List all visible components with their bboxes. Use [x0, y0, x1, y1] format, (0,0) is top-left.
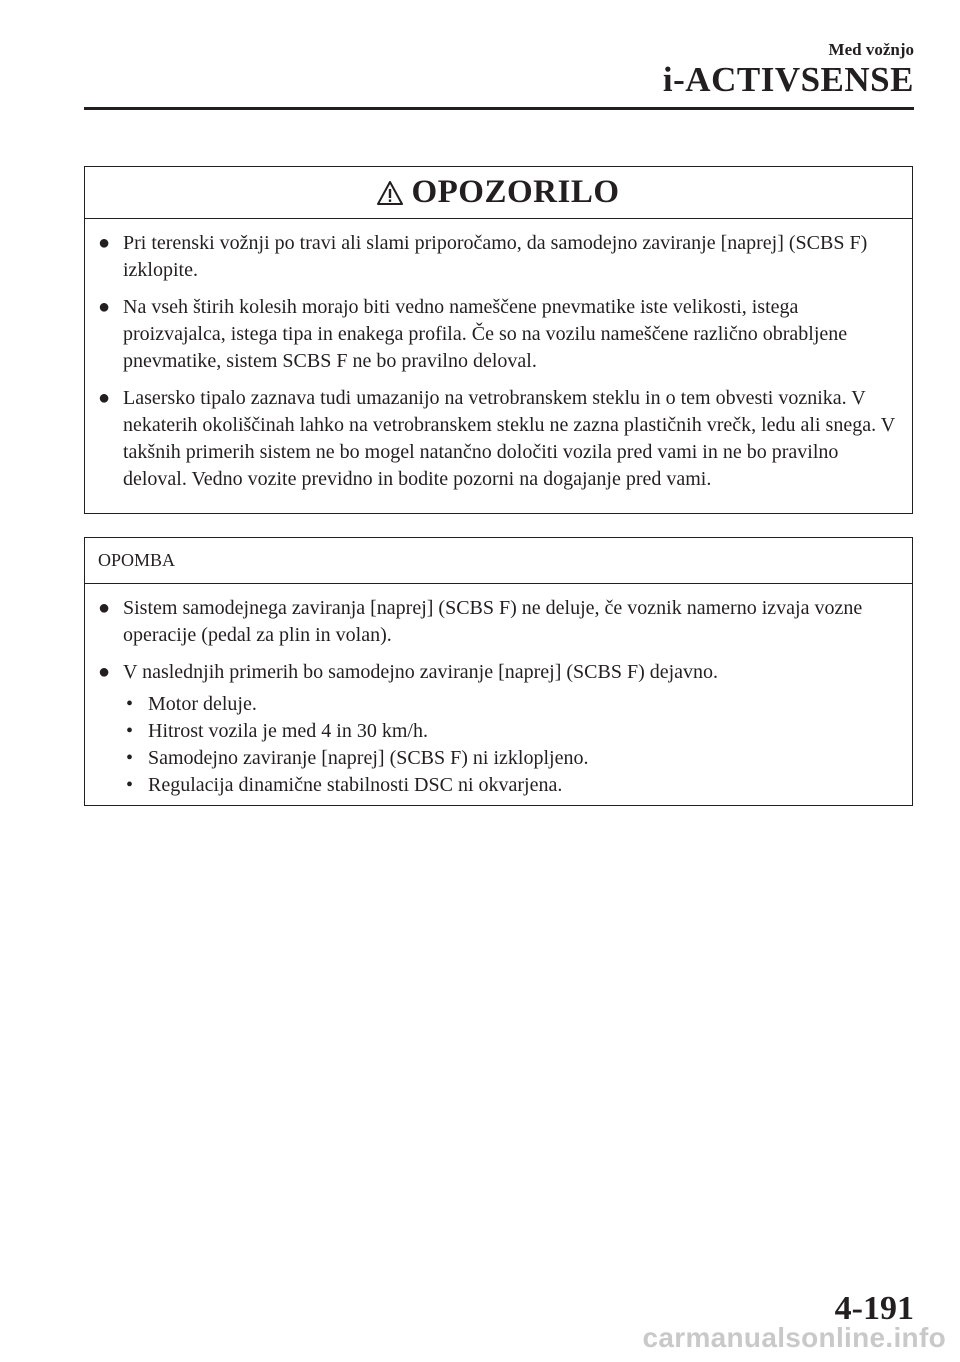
note-item-text: Sistem samodejnega zaviranja [naprej] (SCBS F) ne deluje, če voznik namerno izvaja vozne operacije (pedal za plin in volan).	[123, 597, 863, 646]
small-bullet-icon: •	[126, 693, 134, 715]
header-divider	[84, 107, 914, 110]
warning-triangle-icon	[377, 180, 403, 206]
warning-box	[84, 166, 913, 514]
bullet-icon: ●	[98, 387, 111, 409]
warning-item-text: Lasersko tipalo zaznava tudi umazanijo na vetrobranskem steklu in o tem obvesti voznika. V nekaterih okoliščinah lahko na vetrobranskem steklu ne zazna plastičnih vrečk, ledu ali snega. V takšnih primerih sistem ne bo mogel natančno določiti vozila pred vami in ne bo pravilno deloval. Vedno vozite previdno in bodite pozorni na dogajanje pred vami.	[123, 387, 895, 490]
small-bullet-icon: •	[126, 720, 134, 742]
small-bullet-icon: •	[126, 774, 134, 796]
bullet-icon: ●	[98, 296, 111, 318]
note-sublist	[123, 691, 898, 799]
note-header	[85, 538, 912, 584]
small-bullet-icon: •	[126, 747, 134, 769]
warning-item	[98, 294, 898, 375]
note-subitem	[123, 691, 898, 718]
warning-item-text: Pri terenski vožnji po travi ali slami priporočamo, da samodejno zaviranje [naprej] (SCBS F) izklopite.	[123, 232, 868, 281]
note-subitem-text: Hitrost vozila je med 4 in 30 km/h.	[148, 720, 428, 742]
note-title: OPOMBA	[98, 550, 176, 570]
chapter-title: i-ACTIVSENSE	[662, 60, 914, 99]
note-list	[85, 584, 912, 799]
warning-item	[98, 230, 898, 284]
note-item	[98, 595, 898, 649]
note-item	[98, 659, 898, 799]
warning-list	[85, 219, 912, 493]
note-subitem	[123, 772, 898, 799]
note-subitem	[123, 718, 898, 745]
page-number: 4-191	[834, 1290, 914, 1327]
warning-title: OPOZORILO	[411, 174, 620, 210]
warning-header	[85, 167, 912, 219]
note-box	[84, 537, 913, 806]
watermark: carmanualsonline.info	[642, 1322, 946, 1353]
note-subitem	[123, 745, 898, 772]
warning-item	[98, 385, 898, 493]
bullet-icon: ●	[98, 597, 111, 619]
note-subitem-text: Regulacija dinamične stabilnosti DSC ni okvarjena.	[148, 774, 563, 796]
note-subitem-text: Samodejno zaviranje [naprej] (SCBS F) ni izklopljeno.	[148, 747, 589, 769]
note-subitem-text: Motor deluje.	[148, 693, 257, 715]
bullet-icon: ●	[98, 232, 111, 254]
note-item-text: V naslednjih primerih bo samodejno zaviranje [naprej] (SCBS F) dejavno.	[123, 661, 719, 683]
warning-item-text: Na vseh štirih kolesih morajo biti vedno nameščene pnevmatike iste velikosti, istega proizvajalca, istega tipa in enakega profila. Če so na vozilu nameščene različno obrabljene pnevmatike, sistem SCBS F ne bo pravilno deloval.	[123, 296, 848, 372]
bullet-icon: ●	[98, 661, 111, 683]
section-label: Med vožnjo	[828, 40, 914, 59]
